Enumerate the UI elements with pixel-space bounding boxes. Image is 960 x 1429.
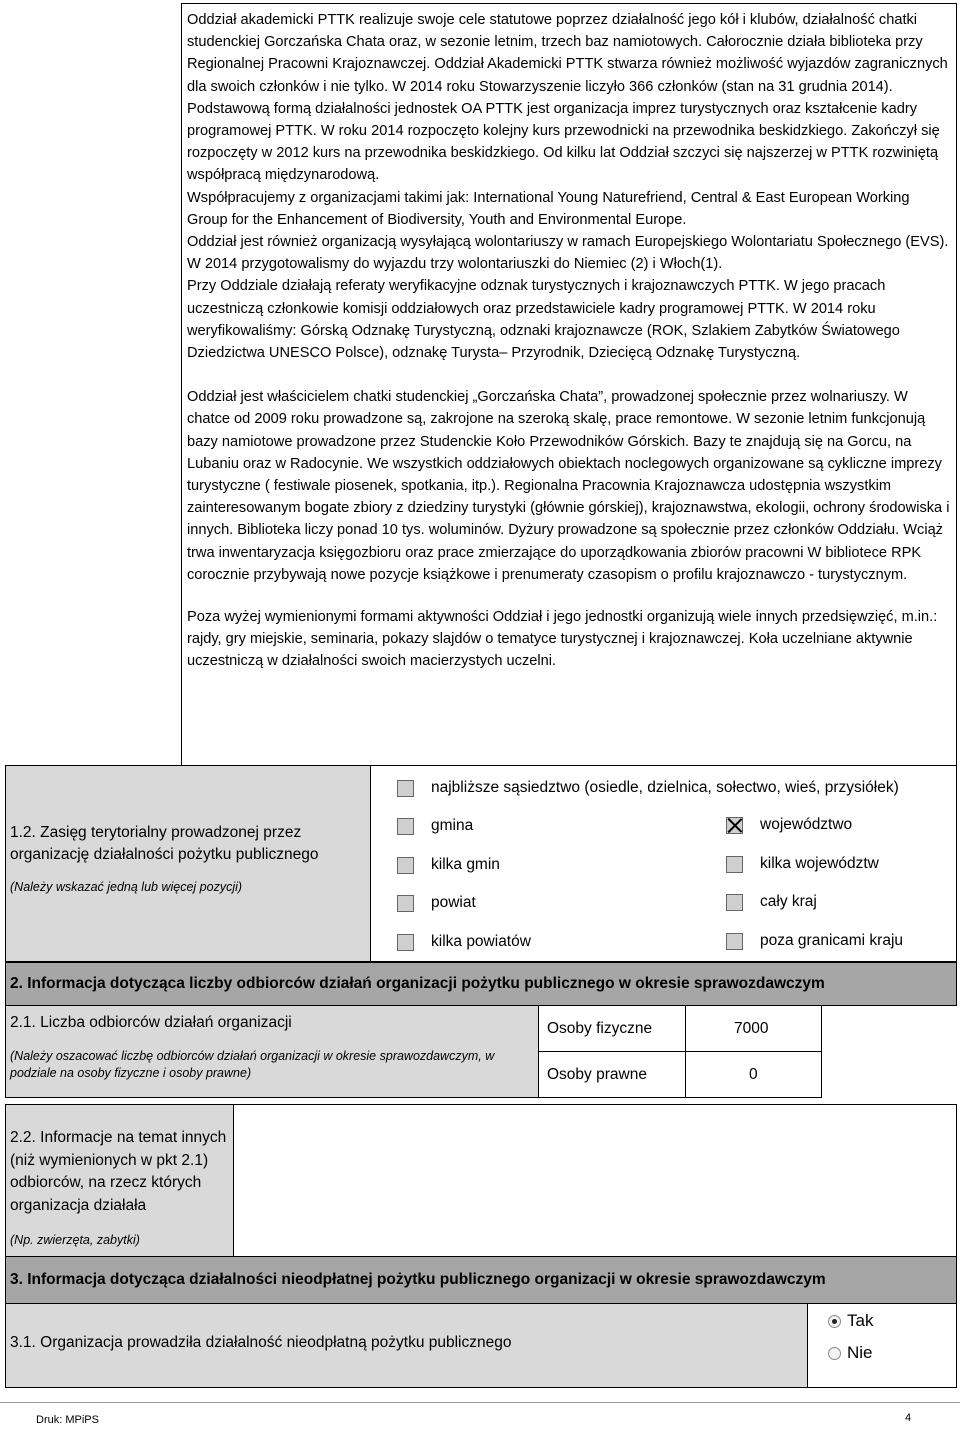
intro-paragraph: Przy Oddziale działają referaty weryfikacyjne odznak turystycznych i krajoznawczych PTTK. W jego pracach uczestniczą członkowie komisji oddziałowych oraz przedstawiciele kadry programowej PTTK. W 2014 roku weryfikowaliśmy: Górską Odznakę Turystyczną, odznaki krajoznawcze (ROK, Szlakiem Zabytków Światowego Dziedzictwa UNESCO Polsce), odznakę Turysta– Przyrodnik, Dziecięcą Odznakę Turystyczną.: [187, 278, 900, 362]
other-recipients-hint: (Np. zwierzęta, zabytki): [10, 1233, 140, 1247]
scope-option-kilka-wojewodztw[interactable]: kilka województw: [726, 855, 879, 873]
scope-option-caly-kraj[interactable]: cały kraj: [726, 893, 817, 911]
intro-paragraph: Oddział akademicki PTTK realizuje swoje cele statutowe poprzez działalność jego kół i klubów, działalność chatki studenckiej Gorczańska Chata oraz, w sezonie letnim, trzech baz namiotowych. Całorocznie działa biblioteka przy Regionalnej Pracowni Krajoznawczej. Oddział Akademicki PTTK stwarza również możliwość wyjazdów zagranicznych dla swoich członków i nie tylko. W 2014 roku Stowarzyszenie liczyło 366 członków (stan na 31 grudnia 2014).: [187, 12, 948, 95]
territorial-scope-label: 1.2. Zasięg terytorialny prowadzonej przez organizację działalności pożytku publicznego: [10, 824, 319, 863]
checkbox[interactable]: [726, 856, 743, 873]
intro-paragraph: Podstawową formą działalności jednostek OA PTTK jest organizacja imprez turystycznych oraz kształcenie kadry programowej PTTK. W roku 2014 rozpoczęto kolejny kurs przewodnicki na przewodnika beskidzkiego. Zakończył się rozpoczęty w 2012 kurs na przewodnika beskidzkiego. Od kilku lat Oddział szczyci się najszerzej w PTTK rozwiniętą współpracą międzynarodową.: [187, 100, 940, 184]
scope-option-kilka-powiatow[interactable]: kilka powiatów: [397, 933, 531, 951]
intro-paragraph: Oddział jest właścicielem chatki studenckiej „Gorczańska Chata”, prowadzonej społecznie przez wolnariuszy. W chatce od 2009 roku prowadzone są, zakrojone na szeroką skalę, prace remontowe. W sezonie letnim funkcjonują bazy namiotowe prowadzone przez Studenckie Koło Przewodników Górskich. Bazy te znajdują się na Gorcu, na Lubaniu oraz w Radocynie. We wszystkich oddziałowych obiektach noclegowych organizowane są cykliczne imprezy turystyczne ( festiwale piosenek, spotkania, itp.). Regionalna Pracownia Krajoznawcza udostępnia wszystkim zainteresowanym bogate zbiory z dziedziny turystyki (głównie górskiej), krajoznawstwa, ekologii, ochrony środowiska i innych. Biblioteka liczy ponad 10 tys. woluminów. Dyżury prowadzone są społecznie przez członków Oddziału. Wciąż trwa inwentaryzacja księgozbioru oraz prace zmierzające do uporządkowania zbiorów pracowni W bibliotece RPK corocznie przybywają nowe pozycje książkowe i prenumeraty czasopism o profilu krajoznawczo - turystycznym.: [187, 389, 950, 583]
footer-divider: [0, 1402, 960, 1403]
page-number: 4: [905, 1412, 912, 1424]
intro-paragraph: Współpracujemy z organizacjami takimi jak: International Young Naturefriend, Central & East European Working Group for the Enhancement of Biodiversity, Youth and Environmental Europe.: [187, 189, 910, 228]
free-activity-options: [808, 1304, 957, 1388]
checkbox[interactable]: [726, 894, 743, 911]
radio-nie[interactable]: Nie: [828, 1343, 873, 1363]
checkbox[interactable]: [397, 780, 414, 797]
other-recipients-label: 2.2. Informacje na temat innych (niż wymienionych w pkt 2.1) odbiorców, na rzecz których organizacja działała: [10, 1129, 227, 1214]
checkbox[interactable]: [397, 857, 414, 874]
territorial-scope-hint: (Należy wskazać jedną lub więcej pozycji): [10, 880, 243, 894]
scope-option-gmina[interactable]: gmina: [397, 817, 473, 835]
osoby-fizyczne-label: Osoby fizyczne: [539, 1006, 686, 1052]
checkbox[interactable]: [726, 933, 743, 950]
recipients-count-label-cell: [5, 1006, 539, 1098]
radio-selected-icon[interactable]: [828, 1315, 841, 1328]
other-recipients-field[interactable]: [234, 1104, 957, 1257]
scope-option-wojewodztwo[interactable]: województwo: [726, 816, 852, 834]
recipients-count-hint: (Należy oszacować liczbę odbiorców działań organizacji w okresie sprawozdawczym, w podziale na osoby fizyczne i osoby prawne): [10, 1049, 495, 1080]
scope-option-poza-granicami[interactable]: poza granicami kraju: [726, 932, 903, 950]
recipients-count-label: 2.1. Liczba odbiorców działań organizacji: [10, 1014, 292, 1031]
checkbox[interactable]: [397, 818, 414, 835]
scope-option-neighbourhood[interactable]: najbliższe sąsiedztwo (osiedle, dzielnica, sołectwo, wieś, przysiółek): [397, 779, 899, 797]
section-2-header: 2. Informacja dotycząca liczby odbiorców działań organizacji pożytku publicznego w okresie sprawozdawczym: [5, 962, 957, 1006]
other-recipients-label-cell: [5, 1104, 234, 1257]
territorial-scope-label-cell: [5, 765, 371, 962]
free-activity-label-cell: [5, 1304, 808, 1388]
territorial-scope-options: [371, 765, 957, 962]
scope-option-powiat[interactable]: powiat: [397, 894, 476, 912]
radio-unselected-icon[interactable]: [828, 1347, 841, 1360]
intro-paragraph: Poza wyżej wymienionymi formami aktywności Oddział i jego jednostki organizują wiele innych przedsięwzięć, m.in.: rajdy, gry miejskie, seminaria, pokazy slajdów o tematyce turystycznej i krajoznawczej. Koła uczelniane aktywnie uczestniczą w działalności swoich macierzystych uczelni.: [187, 609, 938, 670]
intro-paragraph: Oddział jest również organizacją wysyłającą wolontariuszy w ramach Europejskiego Wolontariatu Społecznego (EVS). W 2014 przygotowalismy do wyjazdu trzy wolontariuszki do Niemiec (2) i Włoch(1).: [187, 234, 949, 273]
osoby-prawne-label: Osoby prawne: [539, 1052, 686, 1098]
checkbox[interactable]: [397, 895, 414, 912]
free-activity-label: 3.1. Organizacja prowadziła działalność nieodpłatną pożytku publicznego: [10, 1334, 512, 1351]
osoby-fizyczne-value[interactable]: 7000: [686, 1006, 822, 1052]
footer-print-label: Druk: MPiPS: [36, 1414, 99, 1426]
radio-tak[interactable]: Tak: [828, 1311, 873, 1331]
section-3-header: 3. Informacja dotycząca działalności nieodpłatnej pożytku publicznego organizacji w okresie sprawozdawczym: [5, 1257, 957, 1304]
checkbox[interactable]: [397, 934, 414, 951]
osoby-prawne-value[interactable]: 0: [686, 1052, 822, 1098]
checkbox-checked[interactable]: [726, 817, 743, 834]
scope-option-kilka-gmin[interactable]: kilka gmin: [397, 856, 500, 874]
activity-description-box: [181, 3, 957, 766]
